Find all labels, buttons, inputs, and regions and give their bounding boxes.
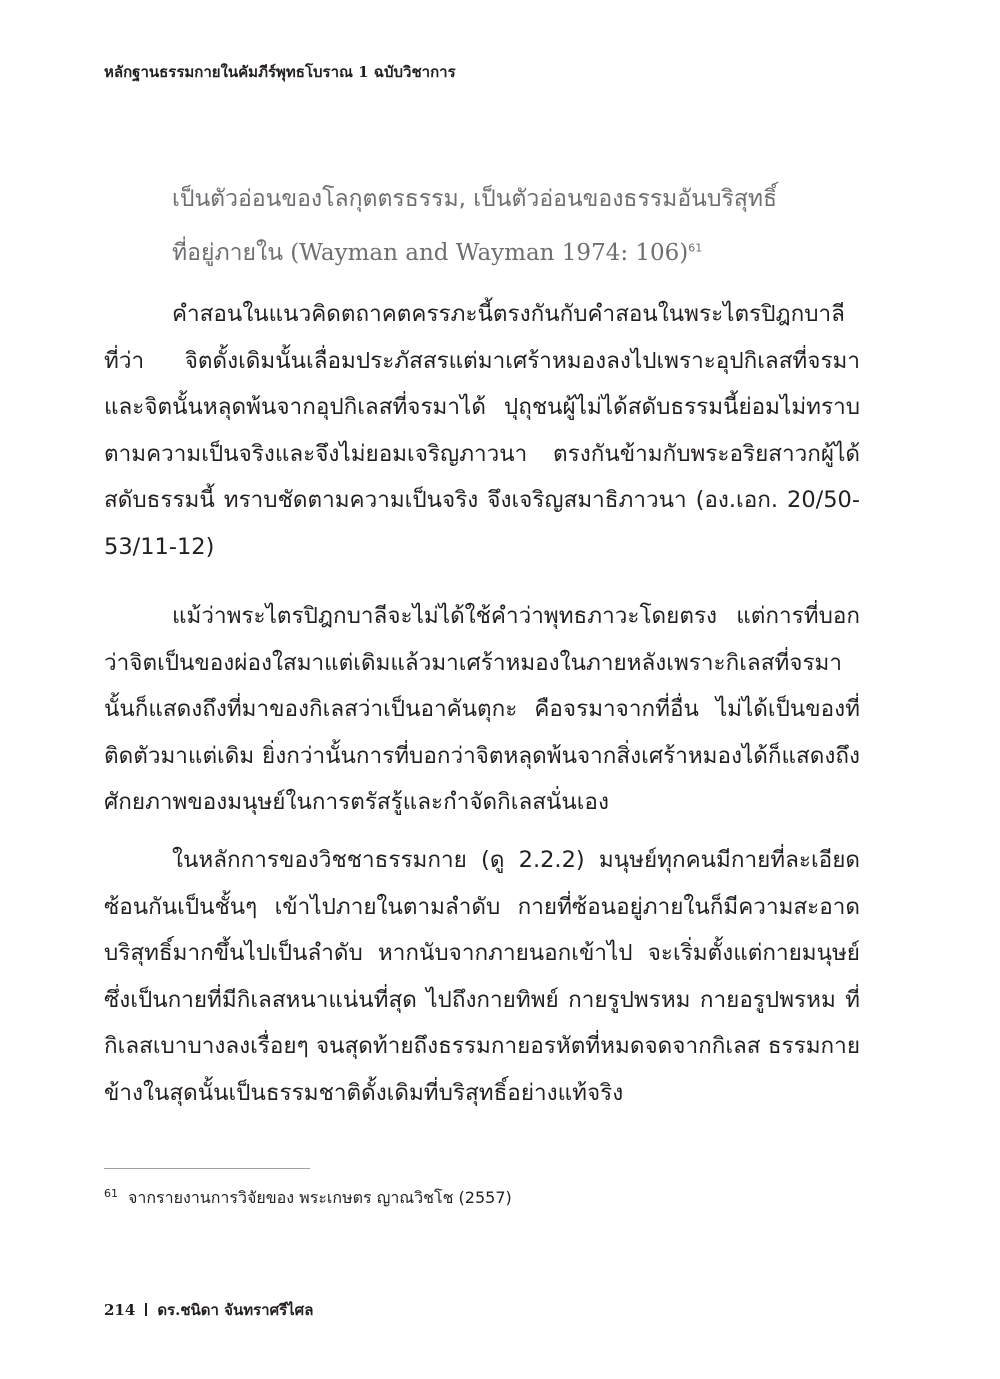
footnote-number: 61 [104, 1186, 118, 1200]
paragraph-3: ในหลักการของวิชชาธรรมกาย (ดู 2.2.2) มนุษย์ทุกคนมีกายที่ละเอียดซ้อนกันเป็นชั้นๆ เข้าไปภายในตามลำดับ กายที่ซ้อนอยู่ภายในก็มีความสะอาดบริสุทธิ์มากขึ้นไปเป็นลำดับ หากนับจากภายนอกเข้าไป จะเริ่มตั้งแต่กายมนุษย์ซึ่งเป็นกายที่มีกิเลสหนาแน่นที่สุด ไปถึงกายทิพย์ กายรูปพรหม กายอรูปพรหม ที่กิเลสเบาบางลงเรื่อยๆ จนสุดท้ายถึงธรรมกายอรหัตที่หมดจดจากกิเลส ธรรมกายข้างในสุดนั้นเป็นธรรมชาติดั้งเดิมที่บริสุทธิ์อย่างแท้จริง [104, 847, 860, 1106]
quote-citation: (Wayman and Wayman 1974: 106) [290, 240, 689, 266]
page-number: 214 [104, 1301, 136, 1319]
paragraph-2: แม้ว่าพระไตรปิฎกบาลีจะไม่ได้ใช้คำว่าพุทธภาวะโดยตรง แต่การที่บอกว่าจิตเป็นของผ่องใสมาแต่เดิมแล้วมาเศร้าหมองในภายหลังเพราะกิเลสที่จรมานั้นก็แสดงถึงที่มาของกิเลสว่าเป็นอาคันตุกะ คือจรมาจากที่อื่น ไม่ได้เป็นของที่ติดตัวมาแต่เดิม ยิ่งกว่านั้นการที่บอกว่าจิตหลุดพ้นจากสิ่งเศร้าหมองได้ก็แสดงถึงศักยภาพของมนุษย์ในการตรัสรู้และกำจัดกิเลสนั่นเอง [104, 603, 860, 815]
footnote-text: จากรายงานการวิจัยของ พระเกษตร ญาณวิชโช (2557) [128, 1188, 512, 1207]
quote-line-2 [172, 226, 872, 280]
footnote-divider [104, 1168, 310, 1169]
author-name: ดร.ชนิดา จันทราศรีไศล [157, 1301, 314, 1319]
paragraph-1: คำสอนในแนวคิดตถาคตครรภะนี้ตรงกันกับคำสอนในพระไตรปิฎกบาลี ที่ว่า จิตดั้งเดิมนั้นเลื่อมประภัสสรแต่มาเศร้าหมองลงไปเพราะอุปกิเลสที่จรมา และจิตนั้นหลุดพ้นจากอุปกิเลสที่จรมาได้ ปุถุชนผู้ไม่ได้สดับธรรมนี้ย่อมไม่ทราบตามความเป็นจริงและจึงไม่ยอมเจริญภาวนา ตรงกันข้ามกับพระอริยสาวกผู้ได้สดับธรรมนี้ ทราบชัดตามความเป็นจริง จึงเจริญสมาธิภาวนา (อง.เอก. 20/50-53/11-12) [104, 301, 860, 560]
running-header: หลักฐานธรรมกายในคัมภีร์พุทธโบราณ 1 ฉบับวิชาการ [104, 63, 456, 81]
footnote-reference[interactable]: 61 [688, 241, 703, 255]
footer-separator [145, 1303, 147, 1316]
page-footer [104, 1298, 313, 1322]
quote-line-1: เป็นตัวอ่อนของโลกุตตรธรรม, เป็นตัวอ่อนของธรรมอันบริสุทธิ์ [172, 186, 778, 212]
block-quote [172, 172, 872, 280]
footnote [104, 1186, 512, 1211]
quote-line-2-text: ที่อยู่ภายใน [172, 240, 291, 266]
